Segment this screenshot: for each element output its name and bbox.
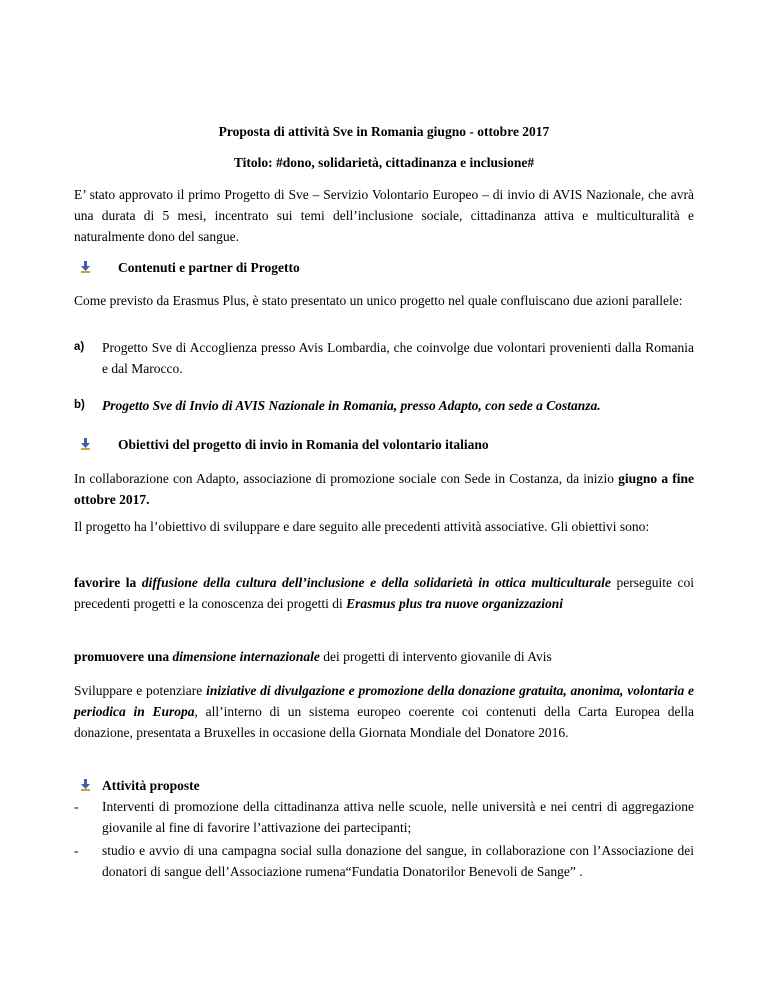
objective-1-lead: favorire la — [74, 575, 142, 590]
list-item-label: a) — [74, 341, 85, 353]
collaboration-paragraph — [74, 468, 694, 510]
objective-1-text: perseguite coi precedenti progetti e la conoscenza dei progetti di — [74, 575, 694, 611]
objectives-intro: Il progetto ha l’obiettivo di sviluppare e dare seguito alle precedenti attività associative. Gli obiettivi sono: — [74, 519, 650, 534]
section-attivita-title: Attività proposte — [102, 778, 200, 793]
document-title: Proposta di attività Sve in Romania giugno - ottobre 2017 — [218, 124, 550, 139]
intro-paragraph: E’ stato approvato il primo Progetto di Sve – Servizio Volontario Europeo – di invio di AVIS Nazionale, che avrà una durata di 5 mesi, incentrato sui temi dell’inclusione sociale, cittadinanza attiva e multiculturalità e naturalmente dono del sangue. — [74, 187, 694, 244]
objective-2-emphasis: dimensione internazionale — [172, 649, 320, 664]
objective-3-lead: Sviluppare e potenziare — [74, 683, 207, 698]
collaboration-dates: giugno a fine ottobre 2017. — [74, 471, 694, 507]
section-attivita-heading — [74, 775, 694, 796]
objective-2 — [74, 646, 694, 667]
objective-1 — [74, 572, 694, 614]
section-contenuti-title: Contenuti e partner di Progetto — [118, 260, 300, 275]
list-item-text: Progetto Sve di Invio di AVIS Nazionale in Romania, presso Adapto, con sede a Costanza. — [102, 398, 601, 413]
section-contenuti-heading — [74, 257, 694, 278]
list-item-text: Interventi di promozione della cittadinanza attiva nelle scuole, nelle università e nei centri di aggregazione giovanile al fine di favorire l’attivazione dei partecipanti; — [102, 799, 694, 835]
list-item-text: studio e avvio di una campagna social sulla donazione del sangue, in collaborazione con l’Associazione dei donatori di sangue dell’Associazione rumena“Fundatia Donatorilor Benevoli de Sange” . — [102, 843, 694, 879]
objective-3-emphasis: iniziative di divulgazione e promozione della donazione gratuita, anonima, volontaria e periodica in Europa — [74, 683, 694, 719]
list-item-dash: - — [74, 799, 79, 814]
objective-1-emphasis-2: Erasmus plus tra nuove organizzazioni — [346, 596, 563, 611]
objective-2-text: dei progetti di intervento giovanile di Avis — [319, 649, 552, 664]
objective-3 — [74, 680, 694, 743]
list-item-label: b) — [74, 399, 85, 411]
arrow-down-bullet-icon — [80, 779, 92, 791]
arrow-down-bullet-icon — [80, 438, 92, 450]
section-contenuti-text: Come previsto da Erasmus Plus, è stato presentato un unico progetto nel quale confluiscano due azioni parallele: — [74, 293, 683, 308]
objective-2-lead: promuovere una — [74, 649, 173, 664]
document-subtitle: Titolo: #dono, solidarietà, cittadinanza e inclusione# — [233, 155, 535, 170]
objective-3-text: , all’interno di un sistema europeo coerente coi contenuti della Carta Europea della donazione, presentata a Bruxelles in occasione della Giornata Mondiale del Donatore 2016. — [74, 704, 694, 740]
section-obiettivi-title: Obiettivi del progetto di invio in Romania del volontario italiano — [118, 437, 489, 452]
objective-1-emphasis: diffusione della cultura dell’inclusione e della solidarietà in ottica multiculturale — [141, 575, 611, 590]
section-obiettivi-heading — [74, 434, 694, 455]
arrow-down-bullet-icon — [80, 261, 92, 273]
list-item-text: Progetto Sve di Accoglienza presso Avis Lombardia, che coinvolge due volontari provenienti dalla Romania e dal Marocco. — [102, 340, 694, 376]
collaboration-text: In collaborazione con Adapto, associazione di promozione sociale con Sede in Costanza, da inizio — [74, 471, 619, 486]
list-item-dash: - — [74, 843, 79, 858]
